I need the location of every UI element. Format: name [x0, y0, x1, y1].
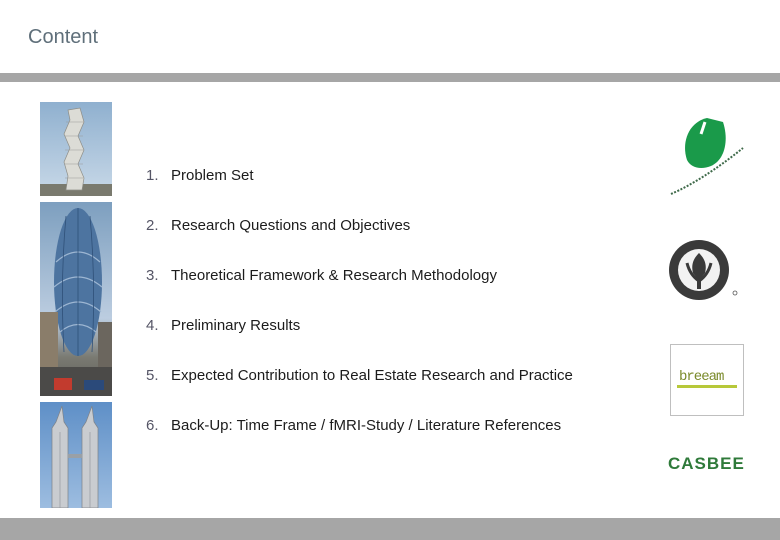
agenda-item-label: Preliminary Results — [171, 317, 301, 334]
agenda-item-label: Theoretical Framework & Research Methodology — [171, 267, 497, 284]
breeam-logo — [670, 344, 744, 416]
leed-logo — [663, 235, 743, 305]
agenda-item-number: 1. — [146, 167, 159, 184]
agenda-item — [146, 217, 573, 267]
agenda-item-number: 3. — [146, 267, 159, 284]
agenda-item-number: 6. — [146, 417, 159, 434]
footer-bar — [0, 518, 780, 540]
agenda-item — [146, 167, 573, 217]
agenda-item — [146, 417, 573, 467]
dgnb-leaf-logo-icon — [667, 108, 747, 200]
agenda-item-label: Problem Set — [171, 167, 254, 184]
agenda-item-label: Expected Contribution to Real Estate Research and Practice — [171, 367, 573, 384]
agenda-item — [146, 317, 573, 367]
turning-torso-photo — [40, 102, 112, 196]
agenda-list — [146, 167, 573, 467]
agenda-item — [146, 267, 573, 317]
agenda-item-label: Back-Up: Time Frame / fMRI-Study / Literature References — [171, 417, 562, 434]
petronas-towers-photo — [40, 402, 112, 508]
agenda-item — [146, 367, 573, 417]
dgnb-logo — [667, 108, 747, 200]
slide-title: Content — [28, 26, 99, 48]
casbee-logo: CASBEE — [668, 454, 745, 473]
agenda-item-number: 5. — [146, 367, 159, 384]
agenda-item-number: 2. — [146, 217, 159, 234]
gherkin-tower-photo — [40, 202, 112, 396]
breeam-logo-bar — [677, 385, 737, 388]
agenda-item-number: 4. — [146, 317, 159, 334]
usgbc-leed-seal-icon — [663, 235, 743, 305]
breeam-logo-text: breeam — [679, 369, 724, 385]
agenda-item-label: Research Questions and Objectives — [171, 217, 411, 234]
header-divider — [0, 73, 780, 82]
